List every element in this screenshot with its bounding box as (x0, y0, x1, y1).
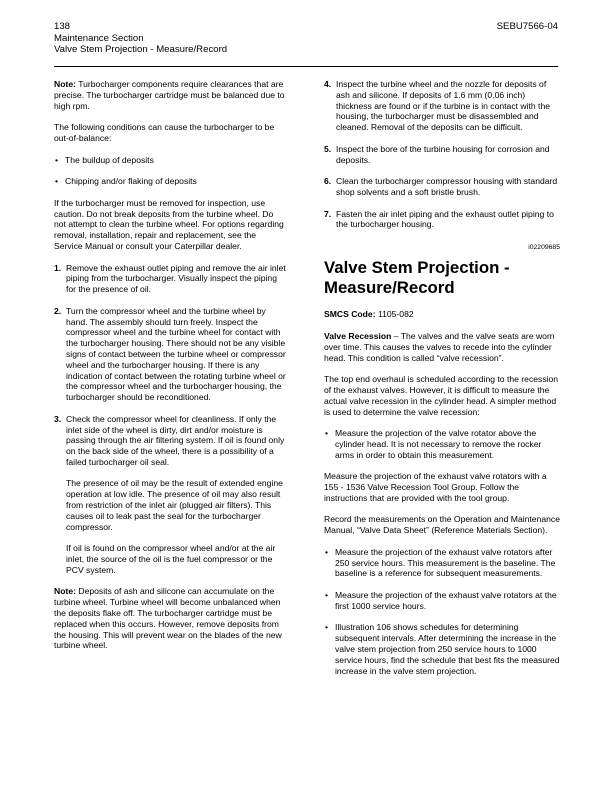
document-code: SEBU7566-04 (496, 21, 558, 32)
section-title: Valve Stem Projection - Measure/Record (324, 258, 510, 297)
step-number: 4. (324, 79, 332, 89)
list-item: • Illustration 106 shows schedules for determining subsequent intervals. After determining the increase in the valve stem projection from 250 service hours to 1000 service hours, find the schedule that best fits the measured increase in the valve stem projection. (324, 622, 560, 676)
list-item: • The buildup of deposits (54, 155, 286, 166)
note-text: Deposits of ash and silicone can accumulate on the turbine wheel. Turbine wheel will become unbalanced when the deposits flake off. The turbocharger cartridge must be replaced when this occurs. However, remove deposits from the housing. This will prevent wear on the blades of the new turbine wheel. (54, 586, 282, 651)
reference-id: i02209685 (528, 244, 560, 252)
removal-paragraph: If the turbocharger must be removed for inspection, use caution. Do not break deposits from the turbine wheel. Do not attempt to clean the turbine wheel. For options regarding removal, installation, repair and replacement, see the Service Manual or consult your Caterpillar dealer. (54, 197, 284, 251)
step-1 (54, 263, 286, 295)
note-balance (54, 79, 286, 111)
step-number: 5. (324, 143, 332, 154)
step-text: Inspect the turbine wheel and the nozzle for deposits of ash and silicone. If deposits of 1.6 mm (0.06 inch) thickness are found or if the turbine is in contact with the housing, the turbocharger must be disassembled and cleaned. Removal of the deposits can be difficult. (336, 79, 551, 133)
step-7 (324, 209, 560, 231)
note-label: Note: (54, 79, 76, 89)
list-item: • Measure the projection of the valve rotator above the cylinder head. It is not necessary to remove the rocker arms in order to obtain this measurement. (324, 428, 560, 460)
subsection-name: Valve Stem Projection - Measure/Record (54, 44, 228, 56)
step-number: 6. (324, 176, 332, 187)
smcs-label: SMCS Code: (324, 309, 376, 320)
step-number: 3. (54, 413, 62, 424)
step-text: Remove the exhaust outlet piping and remove the air inlet piping from the turbocharger. Visually inspect the piping for the presence of oil. (66, 262, 286, 295)
note-deposits (54, 586, 286, 651)
header-divider (54, 66, 558, 67)
note-label: Note: (54, 586, 76, 597)
step-5 (324, 144, 560, 166)
step-3 (54, 414, 286, 576)
note-text: Turbocharger components require clearances that are precise. The turbocharger cartridge must be balanced due to high rpm. (54, 79, 285, 111)
right-column (324, 79, 560, 687)
step-number: 7. (324, 208, 332, 219)
step-text-continued: The presence of oil may be the result of extended engine operation at low idle. The presence of oil may also result from restriction of the inlet air (plugged air filters). This causes oil to leak past the seal for the turbocharger compressor. (66, 478, 283, 532)
step-text-continued: If oil is found on the compressor wheel and/or at the air inlet, the source of the oil is the fuel compressor or the PCV system. (66, 543, 276, 575)
record-paragraph: Record the measurements on the Operation and Maintenance Manual, “Valve Data Sheet” (Reference Materials Section). (324, 514, 560, 536)
step-text: Check the compressor wheel for cleanliness. If only the inlet side of the wheel is dirty, dirt and/or moisture is passing through the air filtering system. If oil is found only on the back side of the wheel, there is a possibility of a failed turbocharger oil seal. (66, 413, 285, 467)
left-column (54, 79, 286, 662)
smcs-code (324, 309, 560, 320)
page-header (54, 21, 558, 56)
step-4 (324, 79, 560, 133)
list-item: • Chipping and/or flaking of deposits (54, 176, 286, 187)
step-6 (324, 176, 560, 198)
step-number: 1. (54, 262, 62, 273)
step-text: Fasten the air inlet piping and the exhaust outlet piping to the turbocharger housing. (336, 208, 554, 230)
section-name: Maintenance Section (54, 32, 144, 44)
valve-recession-paragraph (324, 331, 560, 363)
page-number: 138 (54, 21, 71, 32)
list-item: • Measure the projection of the exhaust valve rotators at the first 1000 service hours. (324, 590, 560, 612)
step-text: Inspect the bore of the turbine housing for corrosion and deposits. (336, 143, 550, 165)
conditions-intro: The following conditions can cause the turbocharger to be out-of-balance: (54, 122, 275, 143)
term-text: – The valves and the valve seats are worn over time. This causes the valves to recede into the cylinder head. This condition is called “valve recession”. (324, 330, 555, 363)
smcs-value: 1105-082 (375, 309, 414, 320)
overhaul-paragraph: The top end overhaul is scheduled according to the recession of the exhaust valves. However, it is difficult to measure the actual valve recession in the cylinder head. A simpler method is used to determine the valve recession: (324, 374, 559, 417)
step-text: Turn the compressor wheel and the turbine wheel by hand. The assembly should turn freely. Inspect the compressor wheel and the turbine wheel for contact with the turbocharger housing. There should not be any visible signs of contact between the turbine wheel or compressor wheel and the turbocharger housing. If there is any indication of contact between the rotating turbine wheel or the compressor wheel and the turbocharger housing, the turbocharger should be reconditioned. (66, 305, 286, 403)
step-2 (54, 306, 286, 403)
tool-paragraph: Measure the projection of the exhaust valve rotators with a 155 - 1536 Valve Recession Tool Group. Follow the instructions that are provided with the tool group. (324, 471, 547, 503)
list-item: • Measure the projection of the exhaust valve rotators after 250 service hours. This measurement is the baseline. The baseline is a reference for subsequent measurements. (324, 547, 560, 579)
step-text: Clean the turbocharger compressor housing with standard shop solvents and a soft bristle brush. (336, 176, 558, 197)
step-number: 2. (54, 305, 62, 316)
term-label: Valve Recession (324, 330, 392, 341)
